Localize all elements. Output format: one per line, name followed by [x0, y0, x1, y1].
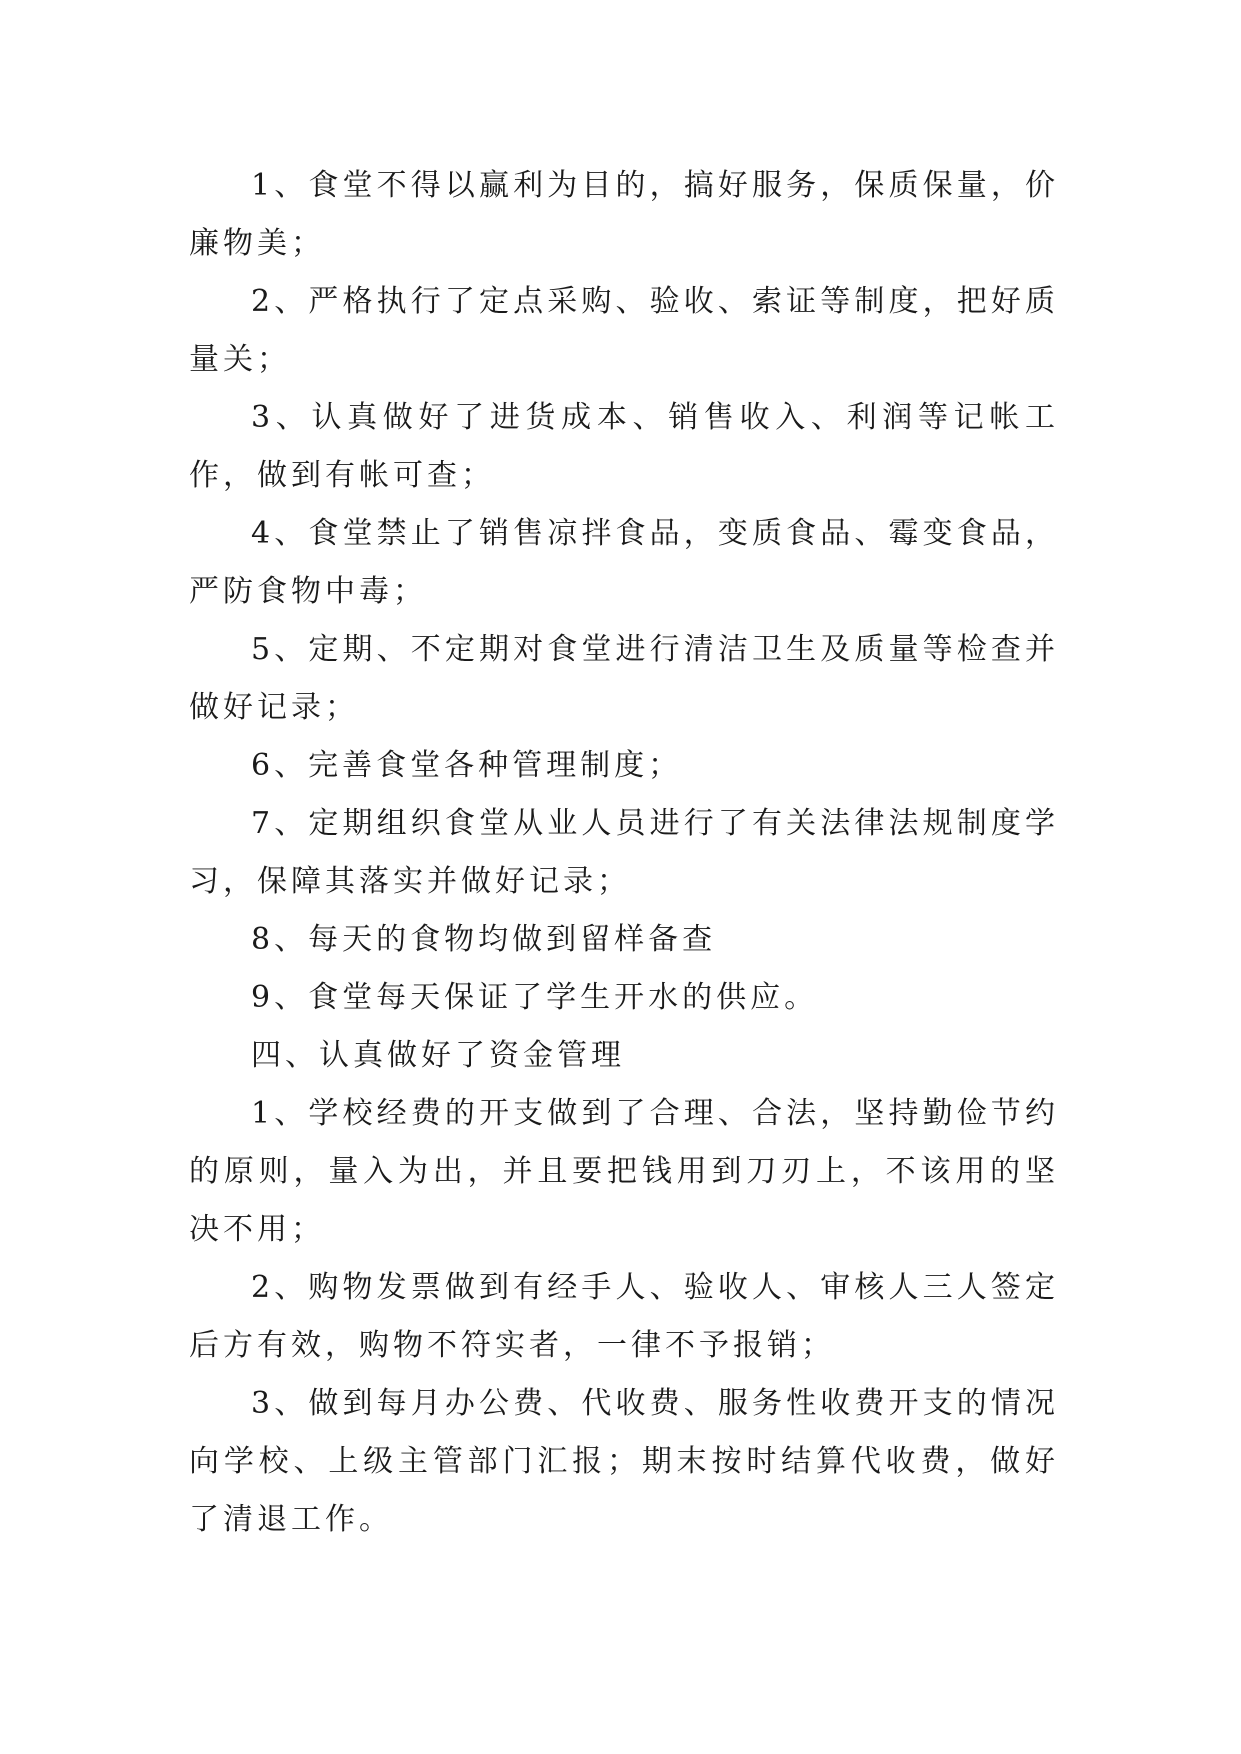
paragraph-expenditure: 1、学校经费的开支做到了合理、合法，坚持勤俭节约的原则，量入为出，并且要把钱用到刀刃上，不该用的坚决不用；	[189, 1096, 1059, 1247]
document-body	[189, 157, 1059, 1549]
paragraph-bookkeeping: 3、认真做好了进货成本、销售收入、利润等记帐工作，做到有帐可查；	[189, 400, 1059, 493]
paragraph-invoices: 2、购物发票做到有经手人、验收人、审核人三人签定后方有效，购物不符实者，一律不予报销；	[189, 1270, 1059, 1363]
paragraph-management-rules: 6、完善食堂各种管理制度；	[251, 748, 683, 783]
paragraph-inspection: 5、定期、不定期对食堂进行清洁卫生及质量等检查并做好记录；	[189, 632, 1059, 725]
paragraph-canteen-nonprofit: 1、食堂不得以赢利为目的，搞好服务，保质保量，价廉物美；	[189, 168, 1059, 261]
paragraph-fee-reporting: 3、做到每月办公费、代收费、服务性收费开支的情况向学校、上级主管部门汇报；期末按时结算代收费，做好了清退工作。	[189, 1386, 1059, 1537]
paragraph-food-safety: 4、食堂禁止了销售凉拌食品，变质食品、霉变食品，严防食物中毒；	[189, 516, 1059, 609]
paragraph-water-supply: 9、食堂每天保证了学生开水的供应。	[251, 980, 819, 1015]
paragraph-food-samples: 8、每天的食物均做到留样备查	[251, 922, 717, 957]
section-heading-fund-management: 四、认真做好了资金管理	[251, 1038, 625, 1073]
paragraph-procurement: 2、严格执行了定点采购、验收、索证等制度，把好质量关；	[189, 284, 1059, 377]
paragraph-staff-training: 7、定期组织食堂从业人员进行了有关法律法规制度学习，保障其落实并做好记录；	[189, 806, 1059, 899]
